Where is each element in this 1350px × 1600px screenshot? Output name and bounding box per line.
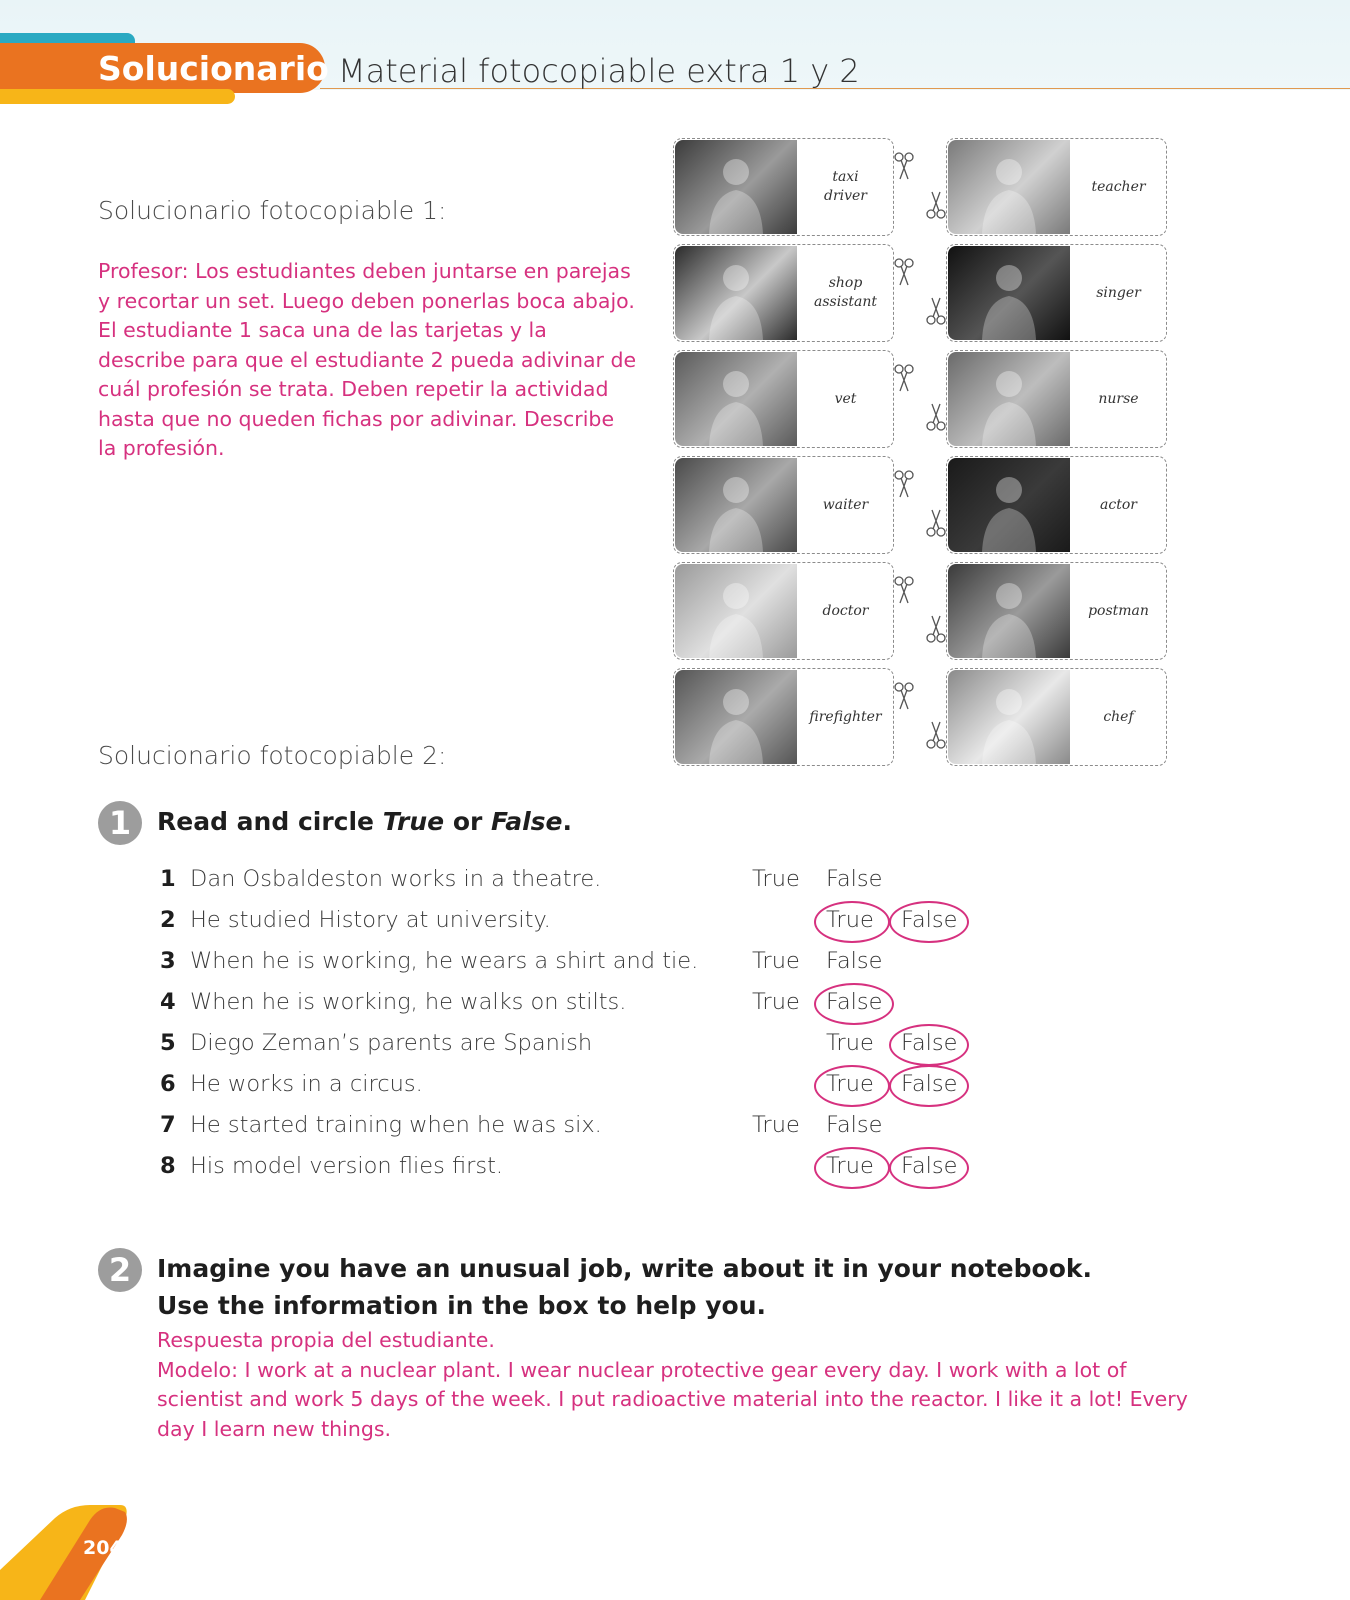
profession-label [1071, 139, 1166, 235]
profession-label-line1: waiter [822, 496, 869, 513]
item-number: 6 [160, 1071, 176, 1097]
profession-card-right-4 [946, 456, 1167, 554]
true-option[interactable]: True [752, 948, 800, 974]
teacher-note: Profesor: Los estudiantes deben juntarse en parejas y recortar un set. Luego deben ponerlas boca abajo. El estudiante 1 saca una de las tarjetas y la describe para que el estudiante 2 pueda adivinar de cuál profesión se trata. Deben repetir la actividad hasta que no queden fichas por adivinar. Describe la profesión. [98, 259, 637, 460]
item-number: 2 [160, 907, 176, 933]
item-statement: His model version flies first. [190, 1153, 504, 1179]
profession-card-right-3 [946, 350, 1167, 448]
profession-label-line1: chef [1103, 708, 1134, 725]
profession-label [798, 351, 893, 447]
false-answer-circle [889, 1024, 969, 1066]
profession-card-right-6 [946, 668, 1167, 766]
profession-label-line1: actor [1100, 496, 1137, 513]
true-option[interactable]: True [752, 866, 800, 892]
person-silhouette-icon [675, 670, 797, 764]
header-yellow-stripe [0, 89, 235, 104]
scissors-icon [925, 190, 947, 220]
profession-label-line1: singer [1096, 284, 1141, 301]
person-silhouette-icon [948, 352, 1070, 446]
person-silhouette-icon [675, 564, 797, 658]
profession-photo [948, 352, 1070, 446]
exercise1-title-end: . [562, 807, 573, 836]
profession-label-line1: doctor [822, 602, 869, 619]
profession-label-line1: postman [1088, 602, 1149, 619]
person-silhouette-icon [948, 564, 1070, 658]
exercise1-title-false: False [491, 807, 563, 836]
false-option[interactable]: False [901, 907, 958, 933]
profession-label-line1: vet [834, 390, 857, 407]
profession-label-line2: assistant [814, 294, 877, 310]
scissors-icon [925, 614, 947, 644]
person-silhouette-icon [948, 140, 1070, 234]
profession-photo [948, 140, 1070, 234]
person-silhouette-icon [675, 140, 797, 234]
item-statement: He works in a circus. [190, 1071, 423, 1097]
false-answer-circle [889, 901, 969, 943]
profession-card-left-3 [673, 350, 894, 448]
item-statement: Diego Zeman’s parents are Spanish [190, 1030, 593, 1056]
section2-heading: Solucionario fotocopiable 2: [98, 741, 447, 770]
item-number: 4 [160, 989, 176, 1015]
profession-label [798, 563, 893, 659]
profession-label-line1: taxi [832, 169, 859, 185]
scissors-icon [925, 296, 947, 326]
page-title: Material fotocopiable extra 1 y 2 [338, 52, 860, 90]
item-statement: When he is working, he walks on stilts. [190, 989, 627, 1015]
true-option[interactable]: True [752, 989, 800, 1015]
scissors-icon [893, 469, 915, 499]
exercise2-number-badge: 2 [98, 1248, 142, 1292]
scissors-icon [925, 720, 947, 750]
false-option[interactable]: False [901, 1030, 958, 1056]
false-option[interactable]: False [826, 866, 883, 892]
exercise2-title: Imagine you have an unusual job, write about it in your notebook. Use the information in the box to help you. [157, 1254, 1093, 1320]
person-silhouette-icon [948, 246, 1070, 340]
profession-label [798, 669, 893, 765]
profession-card-left-1 [673, 138, 894, 236]
item-number: 7 [160, 1112, 176, 1138]
profession-label-line1: shop [828, 275, 863, 291]
false-option[interactable]: False [826, 1112, 883, 1138]
profession-label-line1: teacher [1091, 178, 1146, 195]
profession-label-line1: firefighter [809, 708, 882, 725]
person-silhouette-icon [948, 670, 1070, 764]
profession-card-right-1 [946, 138, 1167, 236]
profession-photo [675, 458, 797, 552]
false-option[interactable]: False [901, 1071, 958, 1097]
person-silhouette-icon [675, 458, 797, 552]
true-answer-circle [814, 1065, 890, 1107]
scissors-icon [925, 508, 947, 538]
profession-photo [675, 246, 797, 340]
profession-photo [948, 246, 1070, 340]
scissors-icon [893, 257, 915, 287]
scissors-icon [925, 402, 947, 432]
header-label: Solucionario [98, 49, 329, 88]
true-answer-circle [814, 901, 890, 943]
item-number: 5 [160, 1030, 176, 1056]
profession-card-left-5 [673, 562, 894, 660]
profession-label [1071, 457, 1166, 553]
profession-photo [948, 458, 1070, 552]
exercise1-title [157, 807, 572, 836]
true-option[interactable]: True [826, 1030, 874, 1056]
false-option[interactable]: False [826, 948, 883, 974]
exercise2-answer [157, 1326, 1197, 1444]
profession-card-left-4 [673, 456, 894, 554]
item-number: 3 [160, 948, 176, 974]
scissors-icon [893, 363, 915, 393]
profession-photo [675, 140, 797, 234]
profession-label [1071, 245, 1166, 341]
true-option[interactable]: True [826, 1153, 874, 1179]
profession-card-left-2 [673, 244, 894, 342]
false-answer-circle [889, 1147, 969, 1189]
true-option[interactable]: True [826, 907, 874, 933]
profession-card-left-6 [673, 668, 894, 766]
true-option[interactable]: True [826, 1071, 874, 1097]
false-answer-circle [814, 983, 894, 1025]
profession-label-line1: nurse [1098, 390, 1139, 407]
item-number: 1 [160, 866, 176, 892]
false-option[interactable]: False [901, 1153, 958, 1179]
false-answer-circle [889, 1065, 969, 1107]
profession-label [1071, 669, 1166, 765]
person-silhouette-icon [948, 458, 1070, 552]
item-statement: Dan Osbaldeston works in a theatre. [190, 866, 602, 892]
person-silhouette-icon [675, 352, 797, 446]
exercise2-answer-line2: Modelo: I work at a nuclear plant. I wear nuclear protective gear every day. I work with a lot of scientist and work 5 days of the week. I put radioactive material into the reactor. I like it a lot! Every day I learn new things. [157, 1357, 1188, 1441]
exercise1-title-or: or [444, 807, 492, 836]
scissors-icon [893, 151, 915, 181]
exercise1-number-badge: 1 [98, 801, 142, 845]
item-statement: He studied History at university. [190, 907, 551, 933]
profession-label [798, 457, 893, 553]
profession-label [1071, 563, 1166, 659]
profession-photo [675, 670, 797, 764]
profession-photo [948, 670, 1070, 764]
profession-photo [948, 564, 1070, 658]
profession-label [1071, 351, 1166, 447]
profession-label-line2: driver [823, 188, 868, 204]
item-statement: He started training when he was six. [190, 1112, 602, 1138]
profession-photo [675, 564, 797, 658]
true-option[interactable]: True [752, 1112, 800, 1138]
profession-label [798, 245, 893, 341]
profession-photo [675, 352, 797, 446]
page-number: 204 [83, 1537, 123, 1559]
profession-label [798, 139, 893, 235]
scissors-icon [893, 681, 915, 711]
profession-card-right-2 [946, 244, 1167, 342]
person-silhouette-icon [675, 246, 797, 340]
section1-heading: Solucionario fotocopiable 1: [98, 196, 447, 225]
item-statement: When he is working, he wears a shirt and tie. [190, 948, 699, 974]
profession-card-right-5 [946, 562, 1167, 660]
exercise1-title-true: True [382, 807, 445, 836]
scissors-icon [893, 575, 915, 605]
exercise1-title-text: Read and circle [157, 807, 383, 836]
true-answer-circle [814, 1147, 890, 1189]
item-number: 8 [160, 1153, 176, 1179]
false-option[interactable]: False [826, 989, 883, 1015]
exercise2-answer-line1: Respuesta propia del estudiante. [157, 1328, 495, 1352]
